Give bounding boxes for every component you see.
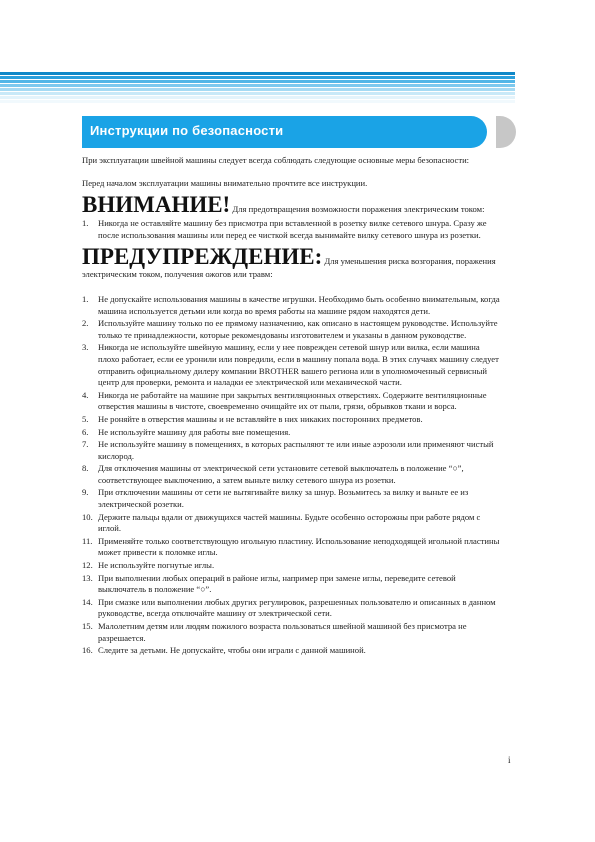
list-item [82, 414, 502, 426]
list-item [82, 318, 502, 341]
list-item-number: 14. [82, 596, 93, 607]
list-item-number: 2. [82, 318, 89, 329]
list-item [82, 560, 502, 572]
list-item-text: При выполнении любых операций в районе иглы, например при замене иглы, переведите сетевой выключатель в положение “○”. [98, 572, 456, 595]
decorative-stripes [0, 72, 515, 104]
list-item-text: При отключении машины от сети не вытягивайте вилку за шнур. Возьмитесь за вилку и выньте ее из электрической розетки. [98, 487, 469, 510]
list-item [82, 390, 502, 413]
document-body [82, 150, 502, 658]
list-item-number: 6. [82, 426, 89, 437]
list-item-number: 12. [82, 560, 93, 571]
caution-list [82, 294, 502, 657]
list-item [82, 597, 502, 620]
list-item-number: 8. [82, 463, 89, 474]
list-item-number: 1. [82, 218, 89, 229]
list-item [82, 342, 502, 388]
list-item-text: Не роняйте в отверстия машины и не вставляйте в них никаких посторонних предметов. [98, 413, 423, 424]
list-item [82, 512, 502, 535]
list-item-number: 3. [82, 342, 89, 353]
list-item-number: 9. [82, 487, 89, 498]
list-item-text: Используйте машину только по ее прямому назначению, как описано в настоящем руководстве. Используйте только те принадлежности, которые рекомендованы изготовителем и указаны в данном руководстве. [98, 318, 498, 340]
intro-paragraph: При эксплуатации швейной машины следует всегда соблюдать следующие основные меры безопасности: [82, 155, 470, 165]
list-item-text: Малолетним детям или людям пожилого возраста пользоваться швейной машиной без присмотра не разрешается. [98, 621, 467, 643]
list-item-text: Держите пальцы вдали от движущихся частей машины. Будьте особенно осторожны при работе рядом с иглой. [98, 511, 481, 534]
list-item-text: Применяйте только соответствующую игольную пластину. Использование неподходящей игольной пластины может привести к поломке иглы. [98, 535, 500, 558]
list-item-text: Не используйте машину для работы вне помещения. [98, 426, 291, 437]
list-item-number: 10. [82, 511, 93, 522]
list-item [82, 573, 502, 596]
list-item-text: Не допускайте использования машины в качестве игрушки. Необходимо быть особенно внимательным, когда машина используется детьми или когда во время работы на машине рядом находятся дети. [98, 293, 500, 316]
list-item-text: Никогда не работайте на машине при закрытых вентиляционных отверстиях. Содержите вентиляционные отверстия машины в чистоте, своевременно очищайте их от пыли, грязи, обрывков ткани и ворса. [98, 389, 487, 412]
list-item-text: Никогда не оставляйте машину без присмотра при вставленной в розетку вилке сетевого шнура. Сразу же после использования машины или перед ее чисткой всегда вынимайте вилку сетевого шнура из розетки. [98, 218, 487, 240]
list-item [82, 294, 502, 317]
list-item-text: При смазке или выполнении любых других регулировок, разрешенных пользователю и описанных в данном руководстве, всегда отключайте машину от электрической сети. [98, 596, 496, 619]
list-item-number: 5. [82, 413, 89, 424]
list-item [82, 487, 502, 510]
warning-heading: ВНИМАНИЕ! [82, 192, 231, 218]
list-item-number: 13. [82, 572, 93, 583]
list-item [82, 427, 502, 439]
warning-text: Для предотвращения возможности поражения электрическим током: [232, 204, 485, 215]
warning-section [82, 193, 502, 217]
list-item-text: Никогда не используйте швейную машину, если у нее поврежден сетевой шнур или вилка, если машина плохо работает, если ее уронили или повредили, если в машину попала вода. В этих случаях машину следует отправить официальному дилеру компании BROTHER вашего региона или в уполномоченный сервисный центр для проверки, ремонта и наладки ее электрической или механической части. [98, 342, 499, 388]
list-item-number: 15. [82, 621, 93, 631]
list-item-number: 11. [82, 535, 93, 546]
list-item-number: 16. [82, 645, 93, 656]
list-item [82, 645, 502, 657]
read-instructions-paragraph: Перед началом эксплуатации машины внимательно прочтите все инструкции. [82, 177, 368, 188]
list-item-number: 1. [82, 293, 89, 304]
list-item [82, 536, 502, 559]
caution-heading: ПРЕДУПРЕЖДЕНИЕ: [82, 244, 323, 270]
list-item-number: 7. [82, 439, 89, 450]
list-item-text: Для отключения машины от электрической сети установите сетевой выключатель в положение “○”, соответствующее выключению, а затем выньте вилку сетевого шнура из розетки. [98, 463, 464, 485]
page-number: i [508, 755, 511, 765]
banner-bar [82, 116, 487, 148]
list-item [82, 218, 502, 241]
caution-section [82, 245, 502, 281]
page-title: Инструкции по безопасности [90, 123, 284, 138]
section-banner [82, 116, 517, 148]
list-item-text: Следите за детьми. Не допускайте, чтобы они играли с данной машиной. [98, 645, 366, 656]
list-item-number: 4. [82, 389, 89, 400]
list-item-text: Не используйте погнутые иглы. [98, 560, 215, 571]
banner-arc-decoration [496, 116, 516, 148]
list-item [82, 621, 502, 644]
warning-list [82, 218, 502, 241]
list-item [82, 463, 502, 486]
list-item-text: Не используйте машину в помещениях, в которых распыляют те или иные аэрозоли или применяют чистый кислород. [98, 439, 494, 461]
list-item [82, 439, 502, 462]
caution-text: Для уменьшения риска возгорания, поражения электрическим током, получения ожогов или травм: [82, 256, 496, 280]
